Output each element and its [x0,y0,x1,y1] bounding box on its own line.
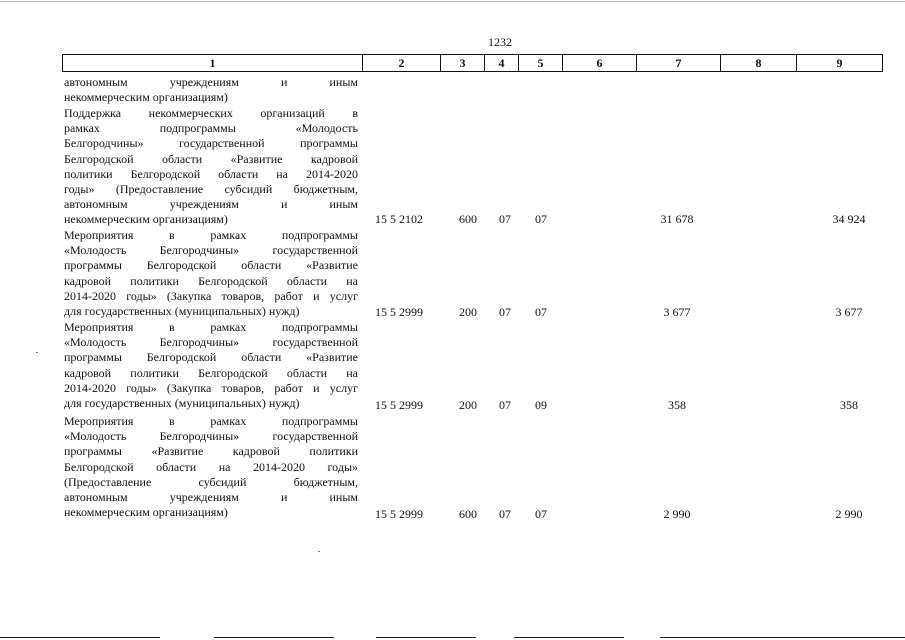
target-code: 15 5 2102 [375,212,423,226]
text-line: Белгородчины» государственной программы [64,136,358,151]
col-header-1: 1 [63,55,363,72]
top-scan-edge [0,1,905,2]
amount-col-7: 2 990 [663,507,691,521]
col-header-3: 3 [441,55,485,72]
text-line: автономным учреждениям и иным [64,75,358,89]
text-line: Мероприятия в рамках подпрограммы [64,414,358,428]
text-line: для государственных (муниципальных) нужд) [64,304,300,319]
target-code: 15 5 2999 [375,305,423,319]
text-line: Мероприятия в рамках подпрограммы [64,228,358,242]
text-line: кадровой политики Белгородской области на [64,365,358,380]
row-description [64,414,358,520]
row-description [64,228,358,319]
column-header-row [62,54,883,72]
expense-type: 600 [459,507,477,521]
text-line: 2014-2020 годы» (Закупка товаров, работ и услуг [64,380,358,395]
col-header-7: 7 [637,55,721,72]
expense-type: 200 [459,305,477,319]
bottom-scan-edge [214,637,334,638]
text-line: (Предоставление субсидий бюджетным, [64,474,358,489]
continuation-text [64,75,358,105]
col-header-9: 9 [797,55,883,72]
text-line: программы Белгородской области «Развитие [64,350,358,365]
text-line: некоммерческим организациям) [64,90,228,105]
text-line: годы» (Предоставление субсидий бюджетным, [64,182,358,197]
subsection-code: 07 [535,305,547,319]
expense-type: 200 [459,398,477,412]
text-line: автономным учреждениям и иным [64,197,358,212]
bottom-scan-edge [660,637,905,638]
col-header-5: 5 [519,55,563,72]
section-code: 07 [499,507,511,521]
text-line: некоммерческим организациям) [64,505,228,520]
target-code: 15 5 2999 [375,398,423,412]
text-line: 2014-2020 годы» (Закупка товаров, работ и услуг [64,288,358,303]
col-header-2: 2 [363,55,441,72]
amount-col-7: 31 678 [660,212,694,226]
amount-col-9: 34 924 [832,212,866,226]
target-code: 15 5 2999 [375,507,423,521]
text-line: автономным учреждениям и иным [64,490,358,505]
text-line: программы Белгородской области «Развитие [64,258,358,273]
text-line: Белгородской области на 2014-2020 годы» [64,459,358,474]
subsection-code: 09 [535,398,547,412]
text-line: «Молодость Белгородчины» государственной [64,335,358,350]
text-line: «Молодость Белгородчины» государственной [64,243,358,258]
text-line: кадровой политики Белгородской области на [64,273,358,288]
text-line: политики Белгородской области на 2014-2020 [64,166,358,181]
col-header-8: 8 [721,55,797,72]
text-line: программы «Развитие кадровой политики [64,444,358,459]
amount-col-9: 358 [840,398,858,412]
text-line: некоммерческим организациям) [64,212,228,227]
scan-speck [318,551,320,552]
bottom-scan-edge [376,637,476,638]
row-description [64,320,358,411]
text-line: «Молодость Белгородчины» государственной [64,429,358,444]
text-line: Белгородской области «Развитие кадровой [64,151,358,166]
section-code: 07 [499,398,511,412]
page-number: 1232 [488,35,512,49]
expense-type: 600 [459,212,477,226]
bottom-scan-edge [514,637,624,638]
subsection-code: 07 [535,507,547,521]
row-description [64,106,358,228]
text-line: Мероприятия в рамках подпрограммы [64,320,358,334]
bottom-scan-edge [0,637,160,638]
subsection-code: 07 [535,212,547,226]
amount-col-7: 3 677 [663,305,691,319]
text-line: рамках подпрограммы «Молодость [64,121,358,136]
amount-col-9: 2 990 [835,507,863,521]
amount-col-7: 358 [668,398,686,412]
section-code: 07 [499,305,511,319]
section-code: 07 [499,212,511,226]
col-header-4: 4 [485,55,519,72]
text-line: для государственных (муниципальных) нужд) [64,396,300,411]
col-header-6: 6 [563,55,637,72]
amount-col-9: 3 677 [835,305,863,319]
text-line: Поддержка некоммерческих организаций в [64,106,358,120]
scan-speck [36,352,38,353]
